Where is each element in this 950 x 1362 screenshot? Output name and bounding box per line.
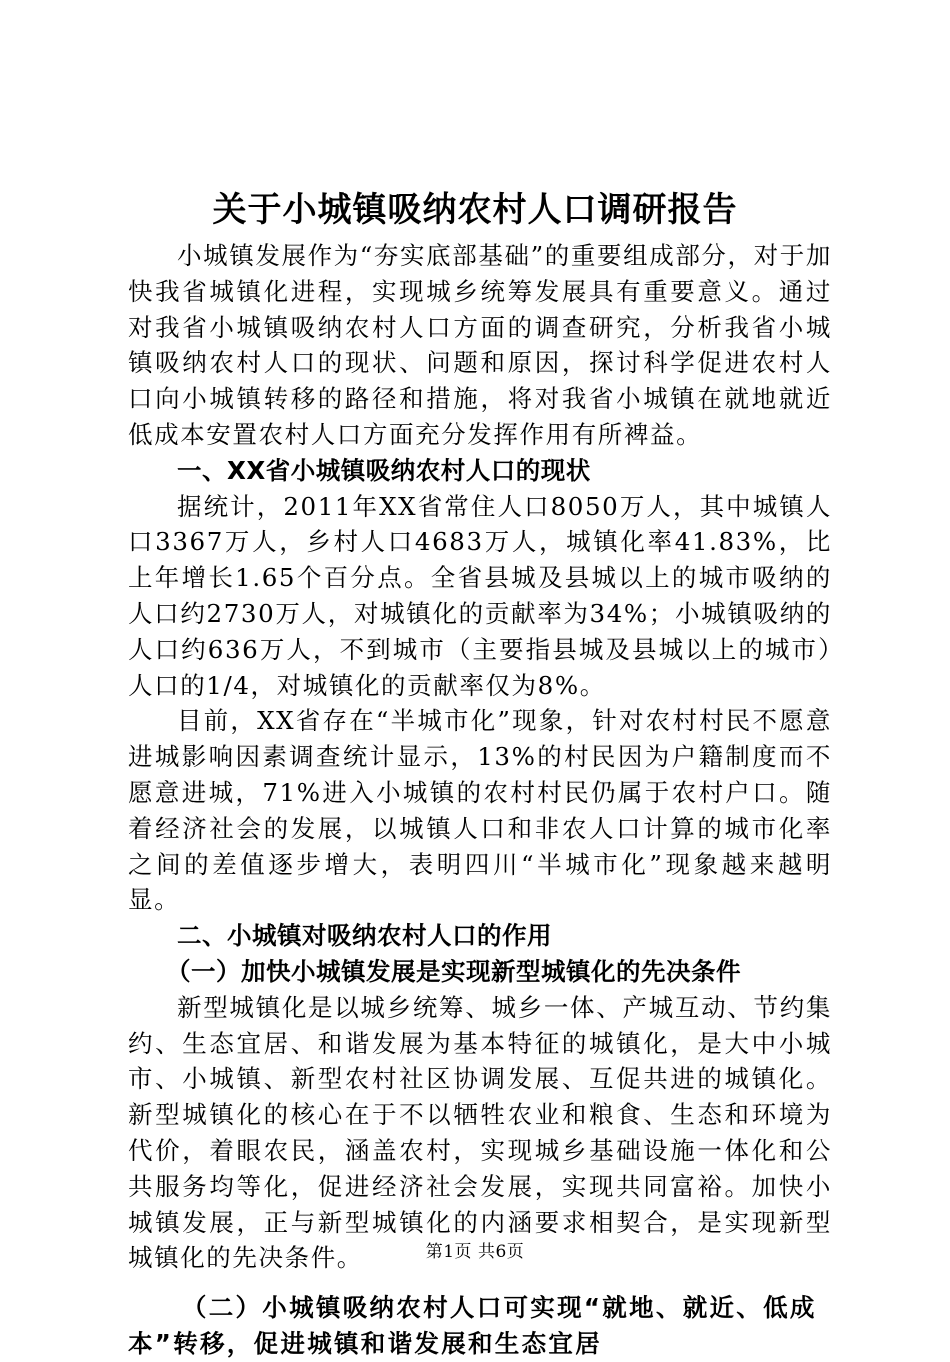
page-footer: 第1页 共6页: [425, 1242, 525, 1262]
document-title: 关于小城镇吸纳农村人口调研报告: [212, 190, 738, 230]
paragraph-new-urbanization: 新型城镇化是以城乡统筹、城乡一体、产城互动、节约集约、生态宜居、和谐发展为基本特征的城镇化，是大中小城市、小城镇、新型农村社区协调发展、互促共进的城镇化。新型城镇化的核心在于不以牺牲农业和粮食、生态和环境为代价，着眼农民，涵盖农村，实现城乡基础设施一体化和公共服务均等化，促进经济社会发展，实现共同富裕。加快小城镇发展，正与新型城镇化的内涵要求相契合，是实现新型城镇化的先决条件。: [128, 992, 832, 1273]
document-body: [128, 238, 832, 1362]
subsection-heading-1: （一）加快小城镇发展是实现新型城镇化的先决条件: [165, 956, 741, 986]
paragraph-semi-urbanization: 目前，XX省存在“半城市化”现象，针对农村村民不愿意进城影响因素调查统计显示，13%的村民因为户籍制度而不愿意进城，71%进入小城镇的农村村民仍属于农村户口。随着经济社会的发展，以城镇人口和非农人口计算的城市化率之间的差值逐步增大，表明四川“半城市化”现象越来越明显。: [128, 706, 832, 915]
paragraph-statistics: 据统计，2011年XX省常住人口8050万人，其中城镇人口3367万人，乡村人口4683万人，城镇化率41.83%，比上年增长1.65个百分点。全省县城及县城以上的城市吸纳的人口约2730万人，对城镇化的贡献率为34%；小城镇吸纳的人口约636万人，不到城市（主要指县城及县城以上的城市）人口的1/4，对城镇化的贡献率仅为8%。: [128, 491, 832, 700]
subsection-heading-2: （二）小城镇吸纳农村人口可实现“就地、就近、低成本”转移，促进城镇和谐发展和生态宜居: [128, 1293, 817, 1358]
paragraph-intro: 小城镇发展作为“夯实底部基础”的重要组成部分，对于加快我省城镇化进程，实现城乡统筹发展具有重要意义。通过对我省小城镇吸纳农村人口方面的调查研究，分析我省小城镇吸纳农村人口的现状、问题和原因，探讨科学促进农村人口向小城镇转移的路径和措施，将对我省小城镇在就地就近低成本安置农村人口方面充分发挥作用有所裨益。: [128, 241, 832, 449]
section-heading-2: 二、小城镇对吸纳农村人口的作用: [177, 921, 552, 951]
section-heading-1: 一、XX省小城镇吸纳农村人口的现状: [177, 455, 591, 485]
